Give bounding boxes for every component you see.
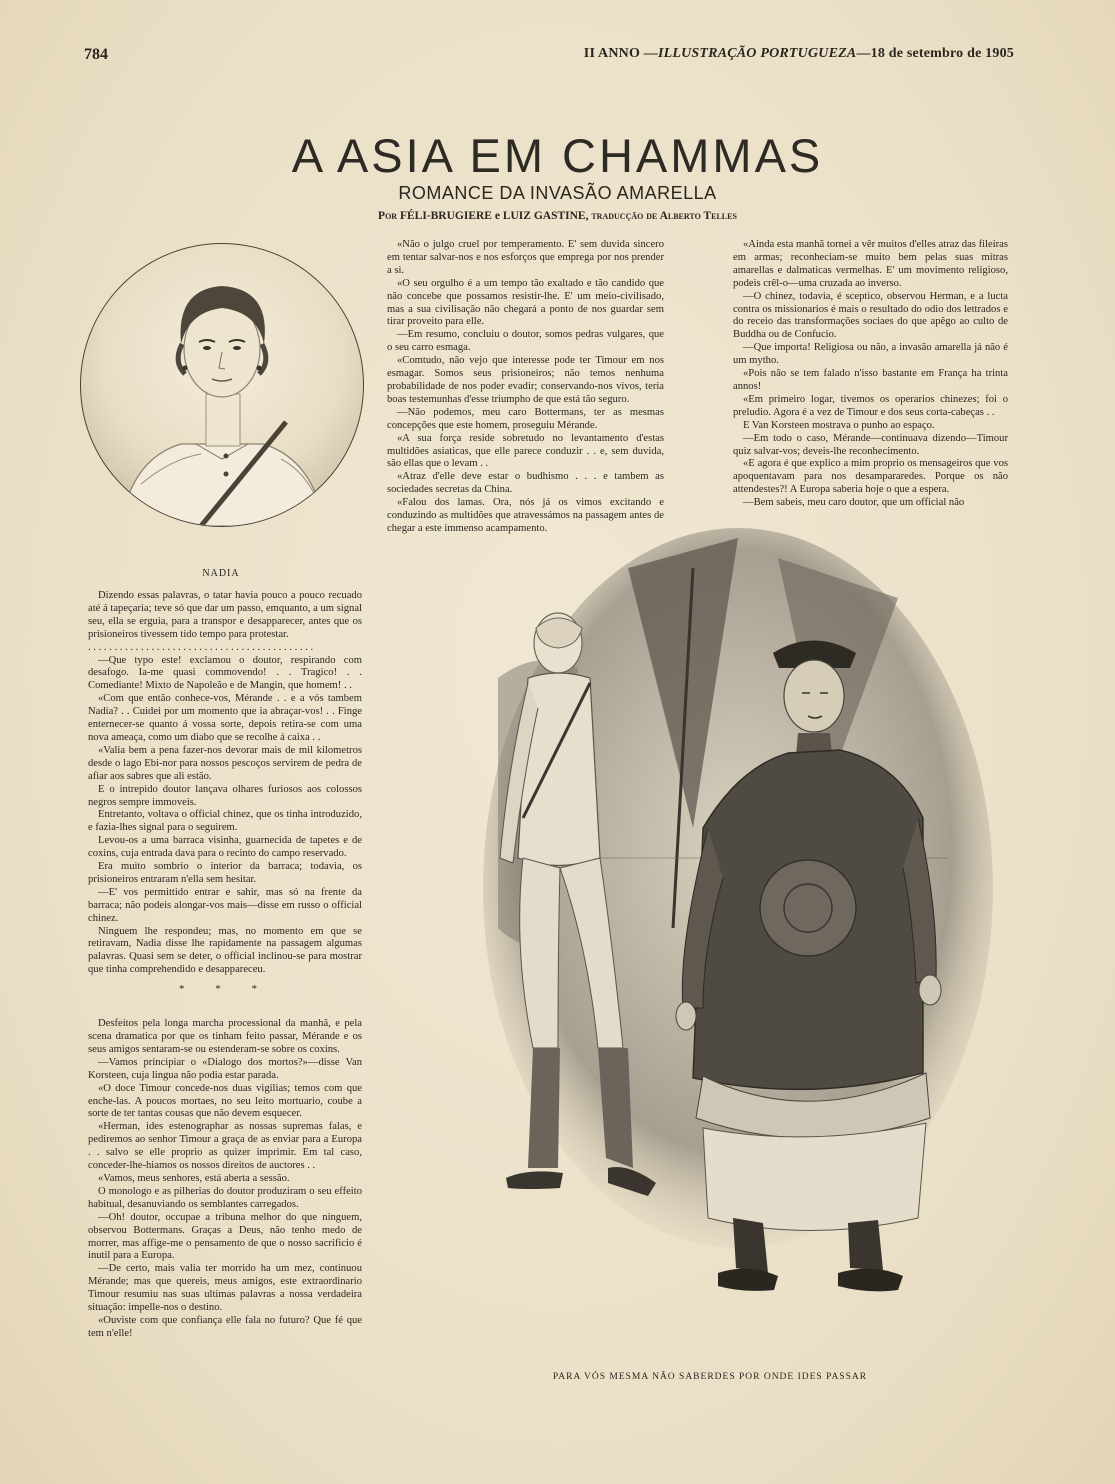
page-header bbox=[84, 46, 1014, 68]
page-number: 784 bbox=[84, 46, 108, 63]
paragraph: —Bem sabeis, meu caro doutor, que um official não bbox=[743, 497, 965, 509]
paragraph: «Atraz d'elle deve estar o budhismo . . . e tambem as sociedades secretas da China. bbox=[387, 471, 664, 496]
paragraph: —Em resumo, concluiu o doutor, somos pedras vulgares, que o seu carro esmaga. bbox=[387, 329, 664, 354]
paragraph: «Ouviste com que confiança elle fala no futuro? Que fé que tem n'elle! bbox=[88, 1314, 362, 1339]
paragraph: «Não o julgo cruel por temperamento. E' sem duvida sincero em tentar salvar-nos e nos esforços que emprega por nos prender a si. bbox=[387, 239, 664, 276]
paragraph: «Com que então conhece-vos, Mérande . . e a vós tambem Nadia? . . Cuidei por um momento que ia abraçar-vos! . . Finge enternecer-se quanto á vossa sorte, depois retira-se com uma nova ameaça, como um diabo que se recolhe á caixa . . bbox=[88, 693, 362, 743]
paragraph: «Em primeiro logar, tivemos os operarios chinezes; foi o preludio. Agora é a vez de Timour e dos seus corta-cabeças . . bbox=[733, 393, 1008, 418]
text-column-2 bbox=[387, 239, 664, 536]
paragraph: —Que importa! Religiosa ou não, a invasão amarella já não é um mytho. bbox=[733, 342, 1008, 367]
paragraph: «Falou dos lamas. Ora, nós já os vimos excitando e conduzindo as multidões que atravessámos na passagem antes de chegar a este immenso acampamento. bbox=[387, 497, 664, 534]
paragraph: «Comtudo, não vejo que interesse pode ter Timour em nos esmagar. Somos seus prisioneiros; não temos nenhuma probabilidade de nos poder evadir; conservando-nos vivos, teria boas testemunhas d'esse triumpho de que está tão seguro. bbox=[387, 355, 664, 405]
paragraph: —Vamos principiar o «Dialogo dos mortos?»—disse Van Korsteen, cuja lingua não podia estar parada. bbox=[88, 1056, 362, 1081]
paragraph: O monologo e as pilherias do doutor produziram o seu effeito habitual, desanuviando os semblantes carregados. bbox=[88, 1185, 362, 1210]
paragraph: «O doce Timour concede-nos duas vigilias; temos com que enche-las. A poucos mortaes, no seu leito mortuario, coube a sorte de ter tantas cousas que não devem esquecer. bbox=[88, 1082, 362, 1120]
paragraph: «Valia bem a pena fazer-nos devorar mais de mil kilometros desde o lago Ebi-nor para nossos pescoços servirem de pedra de afiar aos sabres que ali estão. bbox=[88, 744, 362, 782]
paragraph: «Herman, ides estenographar as nossas supremas falas, e pediremos ao senhor Timour a graça de as enviar para a Europa . . salvo se elle proprio as quizer imprimir. Em tal caso, conceder-lhe-hiamos os nossos direitos de auctores . . bbox=[88, 1121, 362, 1172]
article-byline bbox=[0, 210, 1115, 222]
ellipsis-line: . . . . . . . . . . . . . . . . . . . . . . . . . . . . . . . . . . . . . . . . . . . bbox=[88, 641, 314, 653]
two-figures-illustration bbox=[478, 528, 998, 1308]
paragraph: —O chinez, todavia, é sceptico, observou Herman, e a lucta contra os missionarios é mais o resultado do odio dos lettrados e do receio das transformações sociaes do que apêgo ao culto de Buddha ou de Confucio. bbox=[733, 290, 1008, 341]
paragraph: —Que typo este! exclamou o doutor, respirando com desafogo. Ia-me quasi commovendo! . . Tragico! . . Comediante! Mixto de Napoleão e de Mangin, que homem! . . bbox=[88, 654, 362, 692]
paragraph: «Vamos, meus senhores, está aberta a sessão. bbox=[98, 1172, 290, 1184]
publication-name: ILLUSTRAÇÃO PORTUGUEZA bbox=[657, 46, 857, 61]
paragraph: Entretanto, voltava o official chinez, que os tinha introduzido, e fazia-lhes signal para o seguirem. bbox=[88, 809, 362, 834]
article-subtitle: ROMANCE DA INVASÃO AMARELLA bbox=[398, 183, 717, 203]
portrait-caption: NADIA bbox=[202, 568, 240, 579]
paragraph: —E' vos permittido entrar e sahir, mas só na frente da barraca; não podeis alongar-vos mais—disse em russo o official chinez. bbox=[88, 886, 362, 924]
byline-authors: FÉLI-BRUGIERE e LUIZ GASTINE bbox=[399, 210, 586, 222]
byline-prefix: Por bbox=[378, 210, 400, 222]
issue-date: —18 de setembro de 1905 bbox=[856, 46, 1014, 61]
text-column-1 bbox=[88, 590, 362, 1341]
illustration-drawing bbox=[478, 528, 998, 1308]
paragraph: «Pois não se tem falado n'isso bastante em França ha trinta annos! bbox=[733, 368, 1008, 392]
paragraph: Desfeitos pela longa marcha processional da manhã, e pela scena dramatica por que os tinham feito passar, Mérande e os seus amigos sentaram-se ou estenderam-se sobre os coxins. bbox=[88, 1018, 362, 1055]
paragraph: «E agora é que explico a mim proprio os mensageiros que vos apoquentavam para nos desampararedes. Porque os não attendestes?! A Europa saberia hoje o que a espera. bbox=[733, 458, 1008, 496]
paragraph: Levou-os a uma barraca visinha, guarnecida de tapetes e de coxins, cuja entrada dava para o recinto do campo reservado. bbox=[88, 835, 362, 860]
running-head bbox=[584, 46, 1014, 62]
paragraph: Era muito sombrio o interior da barraca; todavia, os prisioneiros entraram n'ella sem hesitar. bbox=[88, 861, 362, 885]
paragraph: —Não podemos, meu caro Bottermans, ter as mesmas concepções que este homem, proseguiu Mérande. bbox=[387, 406, 664, 431]
paragraph: Dizendo essas palavras, o tatar havia pouco a pouco recuado até á tapeçaria; teve só que dar um passo, emquanto, a um signal seu, ella se erguia, para a transpor e desapparecer, antes que os prisioneiros tivessem tido tempo para protestar. bbox=[88, 590, 362, 640]
portrait-drawing bbox=[81, 244, 363, 526]
paragraph: E o intrepido doutor lançava olhares furiosos aos colossos negros sempre immoveis. bbox=[88, 783, 362, 808]
paragraph: E Van Korsteen mostrava o punho ao espaço. bbox=[743, 419, 935, 431]
section-separator: * * * bbox=[179, 983, 271, 996]
article-title: A ASIA EM CHAMMAS bbox=[291, 129, 824, 182]
text-column-3 bbox=[733, 239, 1008, 510]
portrait-nadia-illustration bbox=[80, 243, 364, 527]
issue-label: II ANNO — bbox=[583, 46, 658, 61]
paragraph: Ninguem lhe respondeu; mas, no momento em que se retiravam, Nadia disse lhe rapidamente na passagem algumas palavras. Quasi sem se deter, o official inclinou-se para mostrar que tinha comprehendido e desappareceu. bbox=[88, 925, 362, 976]
paragraph: —Oh! doutor, occupae a tribuna melhor do que ninguem, observou Bottermans. Graças a Deus, não tenho medo de morrer, mas affige-me o pensamento de que o nosso sacrificio é inutil para a Europa. bbox=[88, 1211, 362, 1262]
illustration-caption: PARA VÓS MESMA NÃO SABERDES POR ONDE IDES PASSAR bbox=[552, 1372, 868, 1382]
byline-translator: , traducção de Alberto Telles bbox=[585, 210, 737, 222]
paragraph: «A sua força reside sobretudo no levantamento d'estas multidões asiaticas, que elle parece conduzir . . e, sem duvida, são ellas que o levam . . bbox=[387, 432, 664, 470]
paragraph: —Em todo o caso, Mérande—continuava dizendo—Timour quiz salvar-vos; deveis-lhe reconhecimento. bbox=[733, 432, 1008, 457]
paragraph: «O seu orgulho é a um tempo tão exaltado e tão candido que não concebe que possamos resistir-lhe. E' um meio-civilisado, mas a sua civilisação não chegará a ponto de nos guardar sem tirar proveito para elle. bbox=[387, 277, 664, 328]
paragraph: «Ainda esta manhã tornei a vêr muitos d'elles atraz das fileiras em armas; reconheciam-se muito bem pelas suas mitras amarellas e dalmaticas vermelhas. E' um movimento religioso, podeis crêl-o—uma cruzada ao inverso. bbox=[733, 239, 1008, 289]
paragraph: —De certo, mais valia ter morrido ha um mez, continuou Mérande; mas que quereis, meus amigos, este extraordinario Timour resumiu nas suas ultimas palavras a nossa verdadeira situação: impelle-nos o destino. bbox=[88, 1263, 362, 1314]
